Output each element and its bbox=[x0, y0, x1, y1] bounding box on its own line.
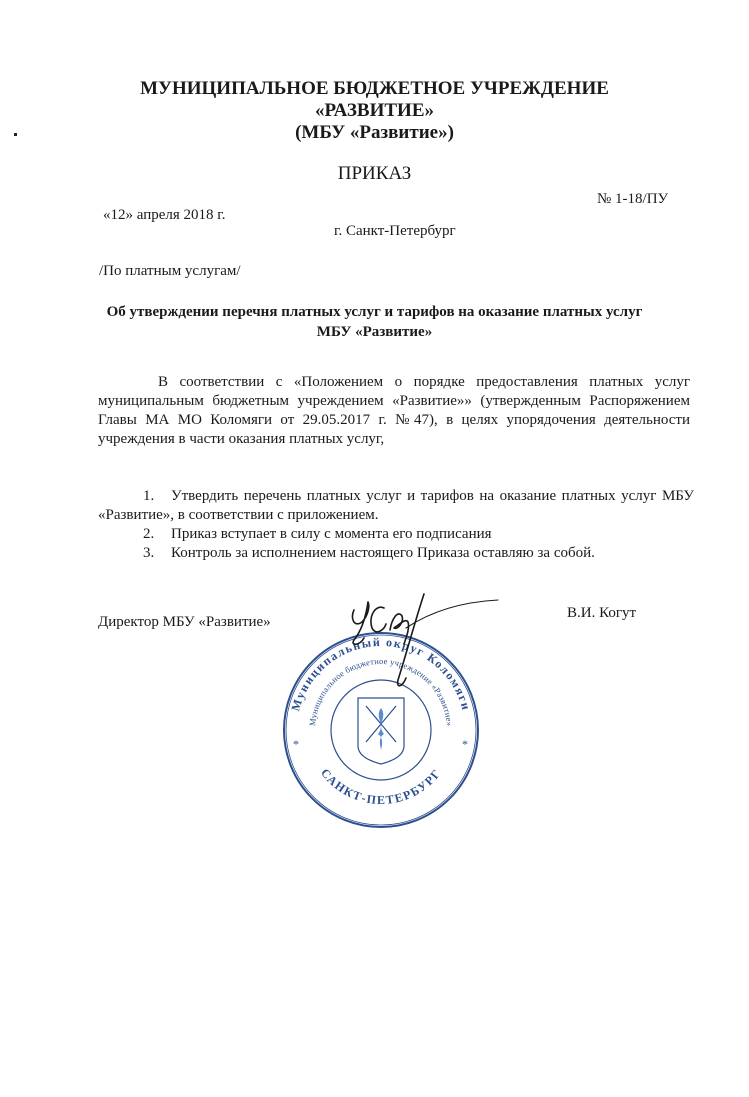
item-1-line2: «Развитие», в соответствии с приложением. bbox=[98, 507, 379, 523]
stamp-star-icon: * bbox=[293, 737, 299, 751]
preamble-line1: В соответствии с «Положением о порядке предоставления платных услуг bbox=[158, 374, 690, 390]
stamp-bottom-text: САНКТ-ПЕТЕРБУРГ bbox=[318, 765, 444, 808]
stamp-middle-text: Муниципальное бюджетное учреждение «Развитие» bbox=[307, 655, 455, 727]
org-name-line1: МУНИЦИПАЛЬНОЕ БЮДЖЕТНОЕ УЧРЕЖДЕНИЕ bbox=[140, 78, 609, 99]
signatory-position: Директор МБУ «Развитие» bbox=[98, 614, 271, 630]
doc-subject-line1: Об утверждении перечня платных услуг и тарифов на оказание платных услуг bbox=[106, 304, 643, 320]
item-3-text: Контроль за исполнением настоящего Приказа оставляю за собой. bbox=[171, 545, 595, 561]
stamp-outer-text: Муниципальный округ Коломяги bbox=[288, 634, 474, 713]
item-2-number: 2. bbox=[143, 526, 155, 542]
doc-city: г. Санкт-Петербург bbox=[334, 223, 456, 239]
preamble-line2: муниципальным бюджетным учреждением «Развитие»» (утвержденным Распоряжением bbox=[98, 393, 690, 409]
doc-category: /По платным услугам/ bbox=[99, 263, 241, 279]
coat-of-arms-icon bbox=[358, 698, 404, 764]
doc-type: ПРИКАЗ bbox=[337, 163, 412, 184]
item-1-number: 1. bbox=[143, 488, 155, 504]
signature-icon bbox=[340, 588, 500, 698]
item-3-number: 3. bbox=[143, 545, 155, 561]
org-name-line2: «РАЗВИТИЕ» bbox=[314, 100, 435, 121]
signatory-name: В.И. Когут bbox=[567, 605, 637, 621]
preamble-line3: Главы МА МО Коломяги от 29.05.2017 г. №47), в целях упорядочения деятельности bbox=[98, 412, 690, 428]
item-1-line1: Утвердить перечень платных услуг и тарифов на оказание платных услуг МБУ bbox=[171, 488, 694, 504]
item-2-text: Приказ вступает в силу с момента его подписания bbox=[171, 526, 492, 542]
doc-subject-line2: МБУ «Развитие» bbox=[316, 324, 433, 340]
doc-number: № 1-18/ПУ bbox=[597, 191, 669, 207]
doc-date: «12» апреля 2018 г. bbox=[103, 207, 226, 223]
preamble-line4: учреждения в части оказания платных услуг, bbox=[98, 431, 385, 447]
org-name-line3: (МБУ «Развитие») bbox=[295, 122, 454, 143]
stamp-star-icon: * bbox=[462, 737, 468, 751]
